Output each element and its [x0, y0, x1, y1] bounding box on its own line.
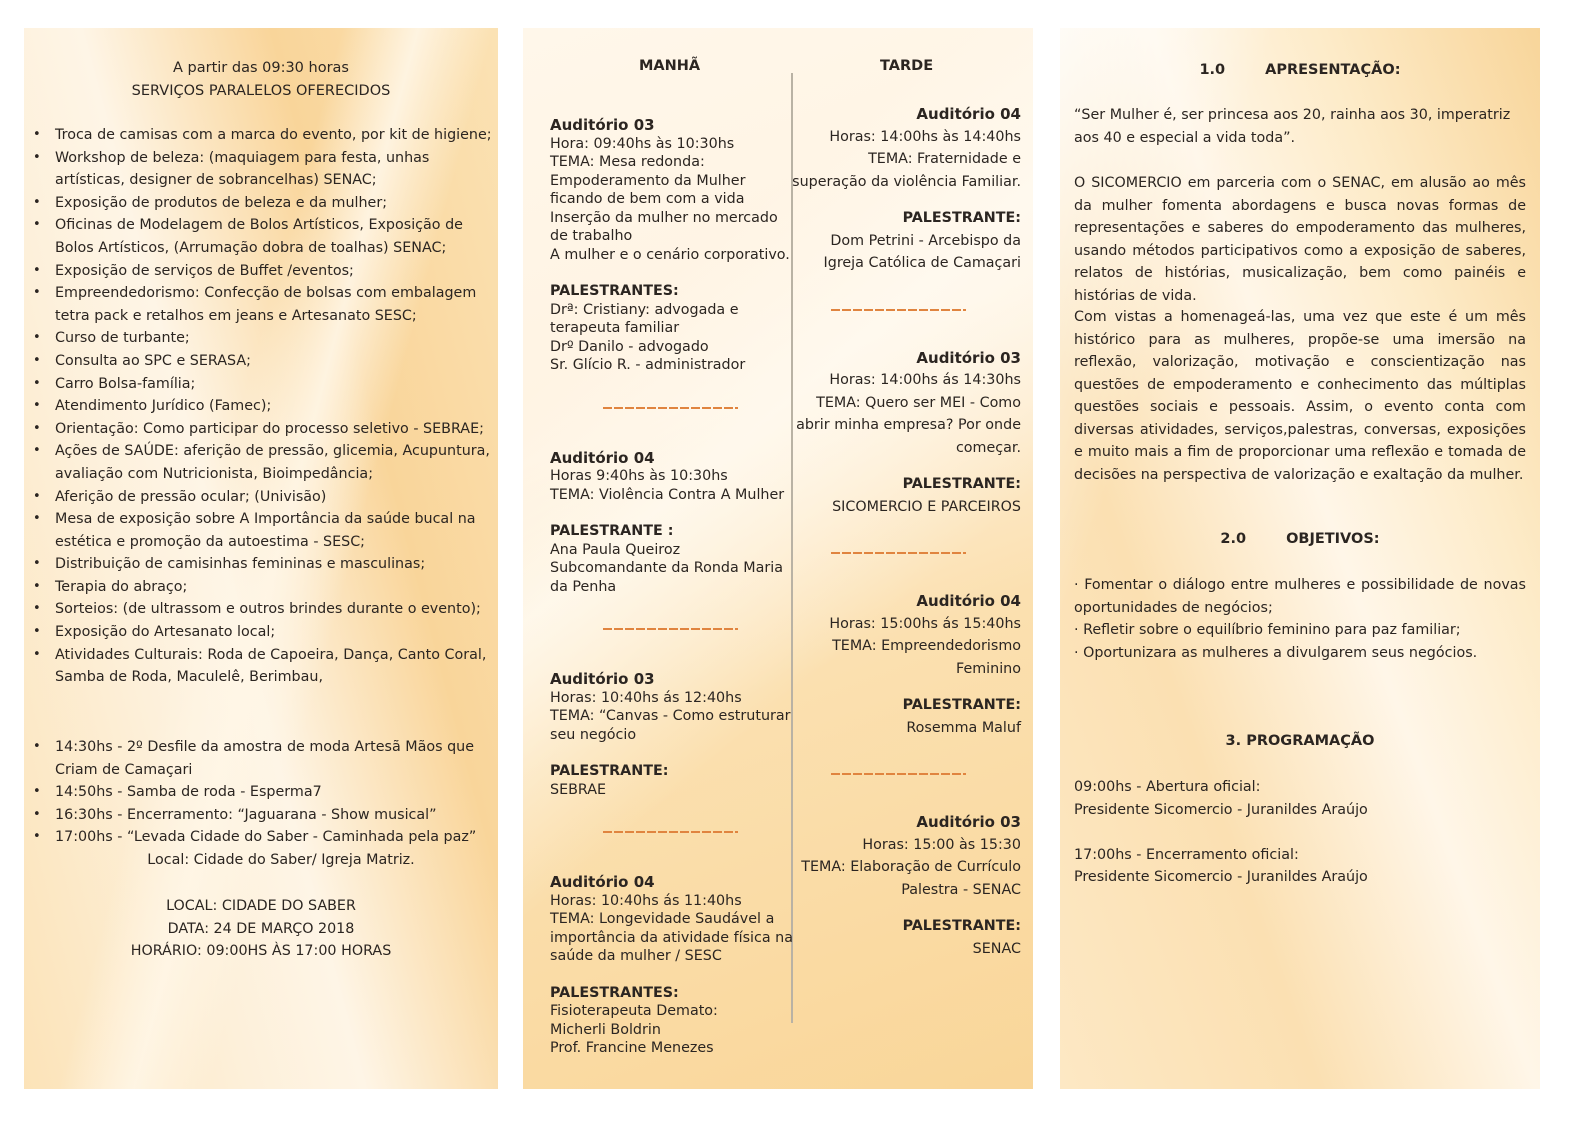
- cultural-schedule-list: [24, 736, 498, 849]
- presentation-number: 1.0: [1199, 62, 1226, 78]
- list-item: • Exposição do Artesanato local;: [24, 621, 498, 644]
- list-item: • Curso de turbante;: [24, 327, 498, 350]
- session-auditorium: Auditório 03: [550, 116, 655, 134]
- speaker-label: PALESTRANTE:: [902, 697, 1021, 713]
- session-block: [785, 811, 1021, 960]
- list-item: • Workshop de beleza: (maquiagem para festa, unhas artísticas, designer de sobrancelhas) SENAC;: [24, 147, 498, 192]
- objective-item: · Fomentar o diálogo entre mulheres e possibilidade de novas oportunidades de negócios;: [1074, 577, 1526, 616]
- session-detail: TEMA: Elaboração de Currículo: [801, 859, 1021, 875]
- speaker-label: PALESTRANTE:: [902, 476, 1021, 492]
- list-item: • Distribuição de camisinhas femininas e masculinas;: [24, 553, 498, 576]
- session-detail: ficando de bem com a vida: [550, 191, 745, 207]
- session-detail: Palestra - SENAC: [901, 881, 1021, 898]
- list-item: • Troca de camisas com a marca do evento, por kit de higiene;: [24, 124, 498, 147]
- start-time: A partir das 09:30 horas: [173, 60, 349, 76]
- morning-heading: MANHÃ: [639, 58, 701, 74]
- session-separator: [831, 309, 966, 311]
- walk-location: Local: Cidade do Saber/ Igreja Matriz.: [147, 852, 415, 868]
- list-item: • Aferição de pressão ocular; (Univisão): [24, 486, 498, 509]
- list-item: • Orientação: Como participar do processo seletivo - SEBRAE;: [24, 418, 498, 441]
- session-auditorium: Auditório 04: [550, 448, 655, 467]
- list-item: • Carro Bolsa-família;: [24, 373, 498, 396]
- session-detail: TEMA: Empreendedorismo: [832, 638, 1021, 654]
- session-detail: TEMA: “Canvas - Como estruturar: [550, 708, 791, 724]
- session-detail: Horas: 15:00 às 15:30: [862, 836, 1021, 853]
- list-item: • Oficinas de Modelagem de Bolos Artísticos, Exposição de Bolos Artísticos, (Arrumação dobra de toalhas) SENAC;: [24, 214, 498, 259]
- speaker-name: SENAC: [972, 940, 1021, 957]
- session-separator: [831, 552, 966, 554]
- speaker-name: SICOMERCIO E PARCEIROS: [832, 498, 1021, 515]
- objective-item: · Oportunizara as mulheres a divulgarem seus negócios.: [1074, 644, 1478, 661]
- session-auditorium: Auditório 03: [916, 348, 1021, 367]
- presentation-heading: [1060, 62, 1540, 78]
- program-heading: 3. PROGRAMAÇÃO: [1225, 733, 1375, 749]
- list-item: • Atendimento Jurídico (Famec);: [24, 395, 498, 418]
- speaker-name: Sr. Glício R. - administrador: [550, 357, 746, 373]
- session-detail: importância da atividade física na: [550, 929, 793, 946]
- session-detail: abrir minha empresa? Por onde: [796, 417, 1021, 433]
- speaker-label: PALESTRANTE :: [550, 523, 674, 539]
- session-detail: Horas: 10:40hs ás 11:40hs: [550, 892, 742, 909]
- list-item: • 16:30hs - Encerramento: “Jaguarana - Show musical”: [24, 804, 498, 827]
- right-panel: [1060, 28, 1540, 1089]
- session-block: [550, 670, 795, 799]
- speaker-name: Subcomandante da Ronda Maria: [550, 560, 783, 576]
- session-detail: TEMA: Fraternidade e: [868, 151, 1021, 167]
- opening-time: 09:00hs - Abertura oficial:: [1074, 779, 1261, 795]
- session-auditorium: Auditório 03: [550, 670, 655, 688]
- session-auditorium: Auditório 04: [550, 873, 655, 891]
- objective-item: · Refletir sobre o equilíbrio feminino para paz familiar;: [1074, 622, 1461, 638]
- list-item: • 14:50hs - Samba de roda - Esperma7: [24, 781, 498, 804]
- session-detail: Horas: 15:00hs ás 15:40hs: [829, 615, 1021, 632]
- session-detail: Horas: 14:00hs ás 14:30hs: [829, 372, 1021, 388]
- list-item: • 17:00hs - “Levada Cidade do Saber - Caminhada pela paz”: [24, 826, 498, 849]
- objectives-number: 2.0: [1220, 531, 1247, 547]
- objectives-list: [1074, 574, 1526, 664]
- opening-person: Presidente Sicomercio - Juranildes Araújo: [1074, 801, 1368, 818]
- services-header: [24, 57, 498, 102]
- speaker-name: Ana Paula Queiroz: [550, 541, 681, 558]
- services-list: [24, 124, 498, 689]
- session-detail: A mulher e o cenário corporativo.: [550, 246, 790, 263]
- session-separator: [603, 407, 738, 409]
- session-detail: Horas 9:40hs às 10:30hs: [550, 468, 728, 484]
- event-info: [24, 895, 498, 963]
- left-panel: [24, 28, 498, 1089]
- list-item: • Ações de SAÚDE: aferição de pressão, glicemia, Acupuntura, avaliação com Nutricionista, Bioimpedância;: [24, 440, 498, 485]
- session-auditorium: Auditório 04: [916, 592, 1021, 610]
- speaker-name: Rosemma Maluf: [906, 719, 1021, 736]
- quote: “Ser Mulher é, ser princesa aos 20, rainha aos 30, imperatriz aos 40 e especial a vida toda”.: [1074, 107, 1511, 146]
- speaker-name: Igreja Católica de Camaçari: [823, 255, 1021, 271]
- speaker-name: Fisioterapeuta Demato:: [550, 1003, 718, 1019]
- session-block: [550, 873, 795, 1058]
- speaker-name: terapeuta familiar: [550, 320, 680, 336]
- session-separator: [831, 773, 966, 775]
- event-date: DATA: 24 DE MARÇO 2018: [167, 920, 355, 937]
- presentation-title: APRESENTAÇÃO:: [1265, 62, 1401, 78]
- speaker-label: PALESTRANTE:: [902, 210, 1021, 226]
- session-detail: TEMA: Longevidade Saudável a: [550, 911, 775, 927]
- session-detail: Feminino: [956, 660, 1021, 677]
- intro-paragraph-1: O SICOMERCIO em parceria com o SENAC, em alusão ao mês da mulher fomenta abordagens e busca novas formas de representações e saberes do empoderamento das mulheres, usando métodos participativos como a exposição de saberes, relatos de histórias, musicalização, bem como painéis e histórias de vida.: [1074, 175, 1526, 304]
- objectives-title: OBJETIVOS:: [1286, 531, 1380, 547]
- session-detail: TEMA: Violência Contra A Mulher: [550, 486, 785, 503]
- event-location: LOCAL: CIDADE DO SABER: [166, 898, 356, 914]
- session-detail: Empoderamento da Mulher: [550, 172, 746, 189]
- list-item: • Mesa de exposição sobre A Importância da saúde bucal na estética e promoção da autoestima - SESC;: [24, 508, 498, 553]
- session-detail: Inserção da mulher no mercado: [550, 209, 778, 226]
- speaker-name: Dom Petrini - Arcebispo da: [830, 232, 1021, 249]
- session-detail: Horas: 14:00hs às 14:40hs: [829, 128, 1021, 145]
- closing-person: Presidente Sicomercio - Juranildes Araújo: [1074, 869, 1368, 885]
- session-detail: TEMA: Mesa redonda:: [550, 154, 705, 170]
- list-item: • Consulta ao SPC e SERASA;: [24, 350, 498, 373]
- session-detail: saúde da mulher / SESC: [550, 948, 722, 964]
- list-item: • Atividades Culturais: Roda de Capoeira, Dança, Canto Coral, Samba de Roda, Maculelê, Berimbau,: [24, 644, 498, 689]
- session-block: [550, 116, 795, 375]
- speaker-name: SEBRAE: [550, 781, 607, 798]
- list-item: • Exposição de produtos de beleza e da mulher;: [24, 192, 498, 215]
- speaker-label: PALESTRANTE:: [550, 763, 669, 779]
- speaker-name: Drº Danilo - advogado: [550, 338, 709, 355]
- list-item: • Sorteios: (de ultrassom e outros brindes durante o evento);: [24, 598, 498, 621]
- list-item: • Exposição de serviços de Buffet /eventos;: [24, 260, 498, 283]
- session-auditorium: Auditório 04: [916, 105, 1021, 123]
- closing-time: 17:00hs - Encerramento oficial:: [1074, 846, 1299, 863]
- speaker-label: PALESTRANTES:: [550, 283, 679, 299]
- speaker-name: Micherli Boldrin: [550, 1021, 661, 1038]
- speaker-name: da Penha: [550, 578, 617, 595]
- speaker-label: PALESTRANTES:: [550, 984, 679, 1001]
- session-detail: Hora: 09:40hs às 10:30hs: [550, 135, 735, 152]
- session-detail: de trabalho: [550, 228, 633, 244]
- event-hours: HORÁRIO: 09:00HS ÀS 17:00 HORAS: [130, 943, 392, 960]
- objectives-heading: [1060, 531, 1540, 547]
- session-block: [785, 103, 1021, 275]
- session-detail: Horas: 10:40hs ás 12:40hs: [550, 689, 742, 706]
- session-detail: seu negócio: [550, 726, 637, 743]
- speaker-name: Drª: Cristiany: advogada e: [550, 301, 739, 318]
- session-auditorium: Auditório 03: [916, 813, 1021, 831]
- session-separator: [603, 831, 738, 833]
- services-title: SERVIÇOS PARALELOS OFERECIDOS: [131, 82, 391, 99]
- list-item: • Terapia do abraço;: [24, 576, 498, 599]
- middle-panel: [523, 28, 1033, 1089]
- list-item: • Empreendedorismo: Confecção de bolsas com embalagem tetra pack e retalhos em jeans e Artesanato SESC;: [24, 282, 498, 327]
- session-detail: TEMA: Quero ser MEI - Como: [816, 394, 1021, 411]
- session-detail: superação da violência Familiar.: [792, 173, 1021, 190]
- speaker-name: Prof. Francine Menezes: [550, 1040, 714, 1056]
- afternoon-heading: TARDE: [880, 58, 934, 74]
- list-item: • 14:30hs - 2º Desfile da amostra de moda Artesã Mãos que Criam de Camaçari: [24, 736, 498, 781]
- session-detail: começar.: [955, 439, 1021, 456]
- afternoon-sessions: [785, 103, 1021, 960]
- speaker-label: PALESTRANTE:: [902, 918, 1021, 934]
- session-block: [550, 449, 795, 597]
- session-block: [785, 590, 1021, 739]
- program-list: [1074, 776, 1526, 889]
- session-block: [785, 347, 1021, 519]
- morning-sessions: [550, 116, 795, 1058]
- session-separator: [603, 628, 738, 630]
- intro-paragraph-2: Com vistas a homenageá-las, uma vez que este é um mês histórico para as mulheres, propõe-se uma imersão na reflexão, valorização, motivação e conscientização nas questões de empoderamento e conhecimento das múltiplas questões sociais e pessoais. Assim, o evento conta com diversas atividades, serviços,palestras, conversas, exposições e muito mais a fim de proporcionar uma reflexão e tomada de decisões na perspectiva de valorização e exaltação da mulher.: [1074, 309, 1526, 483]
